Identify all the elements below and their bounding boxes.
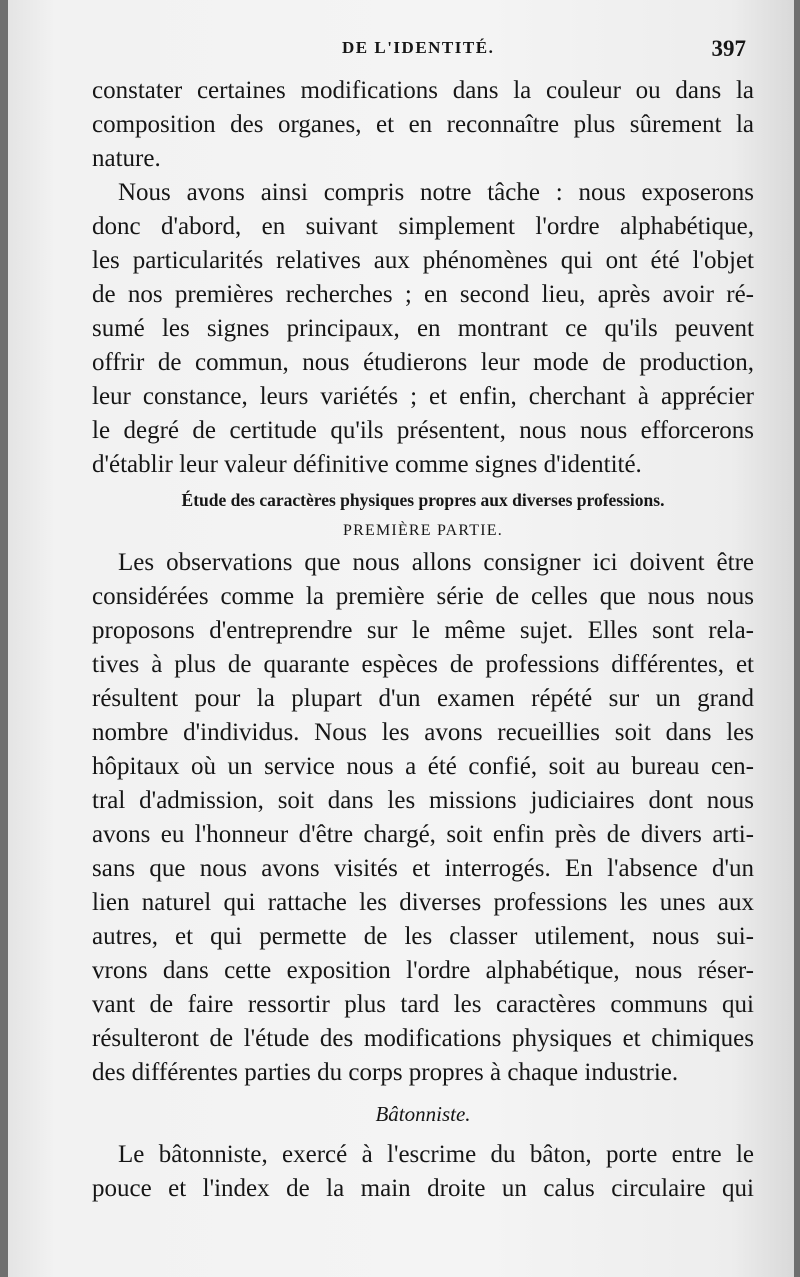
section-title: Étude des caractères physiques propres aux diverses professions. xyxy=(181,490,665,510)
text-line: tives à plus de quarante espèces de professions différentes, et xyxy=(92,651,754,678)
paragraph-3 xyxy=(92,546,754,1090)
text-line: Nous avons ainsi compris notre tâche : nous exposerons xyxy=(118,179,754,206)
text-line: leur constance, leurs variétés ; et enfin, cherchant à apprécier xyxy=(92,383,754,410)
text-line: autres, et qui permette de les classer utilement, nous sui- xyxy=(92,923,754,950)
text-line: de nos premières recherches ; en second lieu, après avoir ré- xyxy=(92,281,754,308)
text-line: pouce et l'index de la main droite un calus circulaire qui xyxy=(92,1175,754,1202)
text-line: vrons dans cette exposition l'ordre alphabétique, nous réser- xyxy=(92,957,754,984)
paragraph-1 xyxy=(92,74,754,176)
text-line: donc d'abord, en suivant simplement l'ordre alphabétique, xyxy=(92,213,754,240)
text-line: des différentes parties du corps propres à chaque industrie. xyxy=(92,1059,679,1086)
text-line: Le bâtonniste, exercé à l'escrime du bâton, porte entre le xyxy=(118,1141,754,1168)
text-line: hôpitaux où un service nous a été confié, soit au bureau cen- xyxy=(92,753,754,780)
text-line: tral d'admission, soit dans les missions judiciaires dont nous xyxy=(92,787,754,814)
text-line: vant de faire ressortir plus tard les caractères communs qui xyxy=(92,991,754,1018)
paragraph-4 xyxy=(92,1138,754,1206)
paragraph-2 xyxy=(92,176,754,482)
text-line: nombre d'individus. Nous les avons recueillies soit dans les xyxy=(92,719,754,746)
text-line: d'établir leur valeur définitive comme signes d'identité. xyxy=(92,451,642,478)
text-line: les particularités relatives aux phénomènes qui ont été l'objet xyxy=(92,247,754,274)
text-line: Les observations que nous allons consigner ici doivent être xyxy=(118,549,754,576)
running-title: DE L'IDENTITÉ. xyxy=(342,38,495,57)
page-number: 397 xyxy=(711,36,746,61)
text-line: constater certaines modifications dans la couleur ou dans la xyxy=(92,77,754,104)
part-title: PREMIÈRE PARTIE. xyxy=(343,522,503,539)
text-line: le degré de certitude qu'ils présentent, nous nous efforcerons xyxy=(92,417,754,444)
text-line: résultent pour la plupart d'un examen répété sur un grand xyxy=(92,685,754,712)
text-line: proposons d'entreprendre sur le même sujet. Elles sont rela- xyxy=(92,617,754,644)
text-line: avons eu l'honneur d'être chargé, soit enfin près de divers arti- xyxy=(92,821,754,848)
text-line: offrir de commun, nous étudierons leur mode de production, xyxy=(92,349,754,376)
text-line: sans que nous avons visités et interrogés. En l'absence d'un xyxy=(92,855,754,882)
text-line: lien naturel qui rattache les diverses professions les unes aux xyxy=(92,889,754,916)
text-line: résulteront de l'étude des modifications physiques et chimiques xyxy=(92,1025,754,1052)
text-line: composition des organes, et en reconnaître plus sûrement la xyxy=(92,111,754,138)
subsection-title: Bâtonniste. xyxy=(375,1102,471,1126)
page-header xyxy=(82,36,746,70)
text-line: considérées comme la première série de celles que nous nous xyxy=(92,583,754,610)
book-page xyxy=(8,0,794,1277)
body-text xyxy=(92,74,754,1206)
text-line: nature. xyxy=(92,145,161,172)
text-line: sumé les signes principaux, en montrant ce qu'ils peuvent xyxy=(92,315,754,342)
